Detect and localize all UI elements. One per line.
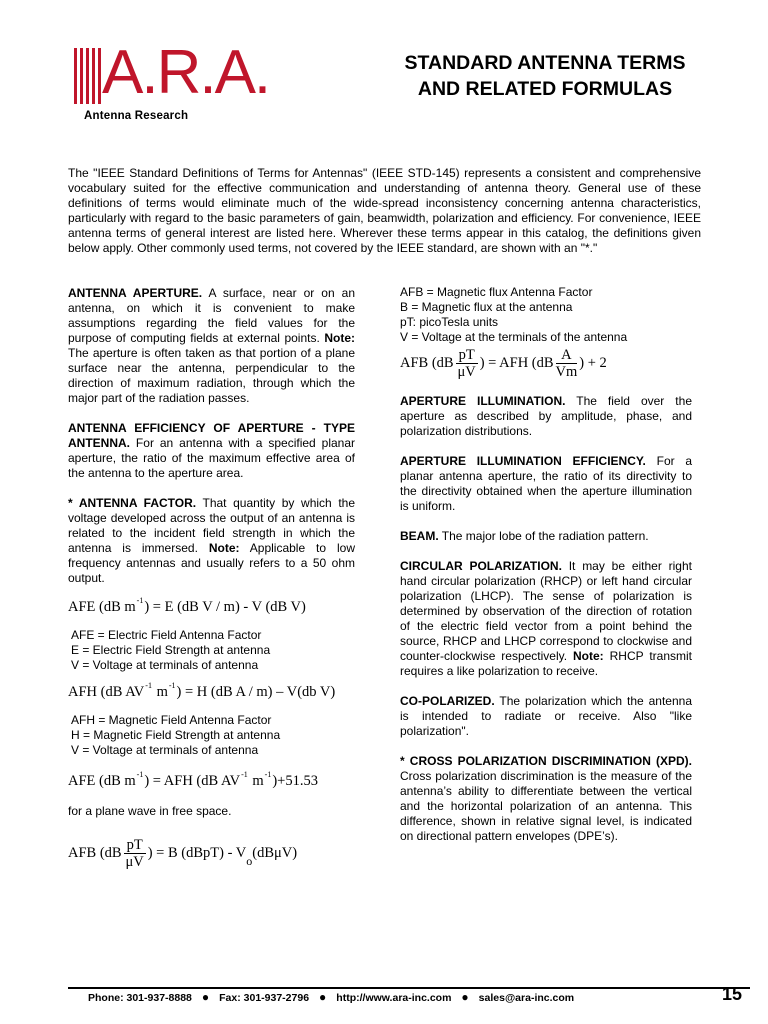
definition-co-polarized (400, 694, 692, 739)
note-text: RHCP transmit requires a like polarization to receive. (400, 649, 692, 678)
bullet-icon: ● (201, 990, 210, 1004)
formula-afb-right (400, 347, 692, 380)
formula-note: for a plane wave in free space. (68, 804, 232, 818)
formula-part: AFE (dB m (68, 773, 136, 789)
afe-legend (71, 628, 355, 673)
footer-fax: Fax: 301-937-2796 (219, 992, 310, 1004)
formula-superscript: -1 (168, 681, 176, 690)
term-label: * CROSS POLARIZATION DISCRIMINATION (XPD). (400, 754, 692, 768)
fraction-numerator: pT (456, 347, 478, 364)
note-label: Note: (324, 331, 356, 345)
bullet-icon: ● (319, 990, 327, 1004)
definition-text: For an antenna with a specified planar aperture, the ratio of the maximum effective area of the antenna to the aperture area. (68, 436, 355, 480)
formula-afe (68, 596, 355, 616)
fraction-denominator: μV (125, 854, 144, 870)
formula-part: ) = AFH (dB AV (144, 773, 241, 789)
formula-superscript: -1 (241, 770, 248, 779)
company-logo (72, 38, 270, 126)
definition-text: The polarization which the antenna is intended to radiate or receive. Also "like polarization". (400, 694, 692, 738)
term-label: CIRCULAR POLARIZATION. (400, 559, 562, 573)
formula-part: AFB (dB (400, 354, 454, 371)
formula-afb-left (68, 837, 355, 870)
formula-afe-afh-relation (68, 770, 355, 790)
note-label: Note: (573, 649, 604, 663)
right-column (400, 285, 692, 844)
term-label: * ANTENNA FACTOR. (68, 496, 197, 510)
definition-antenna-efficiency (68, 421, 355, 481)
formula-part: m (152, 684, 168, 700)
fraction (456, 347, 478, 380)
fraction-numerator: pT (124, 837, 146, 854)
bullet-icon: ● (461, 990, 469, 1004)
definition-antenna-factor (68, 496, 355, 586)
definition-antenna-aperture (68, 286, 355, 406)
footer-divider (68, 987, 750, 989)
formula-part: ) = B (dBpT) - V (147, 844, 247, 861)
legend-line: pT: picoTesla units (400, 315, 499, 329)
term-label: APERTURE ILLUMINATION. (400, 394, 566, 408)
title-line-1: STANDARD ANTENNA TERMS (404, 52, 686, 74)
formula-part: (dBμV) (252, 844, 298, 861)
legend-line: AFB = Magnetic flux Antenna Factor (400, 285, 593, 299)
formula-part: AFB (dB (68, 844, 122, 861)
formula-part: m (248, 773, 264, 789)
footer-contact-bar (88, 990, 708, 1004)
definition-text: A surface, near or on an antenna, on which it is convenient to make assumptions regarding the field values for the purpose of computing fields at external points. (68, 286, 355, 345)
afh-legend (71, 713, 355, 758)
footer-phone: Phone: 301-937-8888 (88, 992, 192, 1004)
logo-subtitle: Antenna Research (84, 110, 189, 122)
legend-line: E = Electric Field Strength at antenna (71, 643, 271, 657)
fraction-denominator: Vm (555, 364, 578, 380)
definition-cross-polarization-discrimination (400, 754, 692, 844)
formula-part: ) = H (dB A / m) – V(db V) (176, 684, 336, 700)
footer-email-link[interactable]: sales@ara-inc.com (478, 992, 575, 1004)
definition-text: It may be either right hand circular polarization (RHCP) or left hand circular polarization (LHCP). The sense of polarization is determined by observation of the direction of rotation of the electric field vector from a point behind the source, RHCP and LHCP correspond to clockwise and counter-clockwise respectively. (400, 559, 692, 663)
footer-website-link[interactable]: http://www.ara-inc.com (336, 992, 452, 1004)
legend-line: V = Voltage at the terminals of the antenna (400, 330, 628, 344)
fraction-denominator: μV (457, 364, 476, 380)
definition-aperture-illumination-efficiency (400, 454, 692, 514)
definition-text: The major lobe of the radiation pattern. (438, 529, 649, 543)
term-label: BEAM. (400, 529, 439, 543)
afb-legend (400, 285, 692, 345)
logo-wordmark: A.R.A. (102, 38, 270, 107)
fraction (124, 837, 146, 870)
left-column (68, 286, 355, 870)
fraction-numerator: A (556, 347, 578, 364)
logo-bars-graphic (72, 48, 102, 104)
legend-line: B = Magnetic flux at the antenna (400, 300, 573, 314)
formula-superscript: -1 (264, 770, 272, 779)
term-label: ANTENNA APERTURE. (68, 286, 203, 300)
legend-line: H = Magnetic Field Strength at antenna (71, 728, 281, 742)
term-label: CO-POLARIZED. (400, 694, 495, 708)
formula-superscript: -1 (136, 596, 144, 605)
formula-part: ) = E (dB V / m) - V (dB V) (144, 599, 306, 615)
definition-aperture-illumination (400, 394, 692, 439)
legend-line: AFE = Electric Field Antenna Factor (71, 628, 262, 642)
formula-superscript: -1 (145, 681, 152, 690)
definition-text: Cross polarization discrimination is the measure of the antenna’s ability to differentiate between the vertical and the horizontal polarization of an antenna. This difference, shown in relative signal level, is indicated on directional pattern envelopes (DPE’s). (400, 769, 692, 843)
term-label: APERTURE ILLUMINATION EFFICIENCY. (400, 454, 646, 468)
formula-part: )+51.53 (272, 773, 318, 789)
term-label: ANTENNA EFFICIENCY OF APERTURE - TYPE ANTENNA. (68, 421, 355, 450)
legend-line: V = Voltage at terminals of antenna (71, 658, 259, 672)
legend-line: V = Voltage at terminals of antenna (71, 743, 259, 757)
page-number: 15 (722, 984, 743, 1004)
formula-part: ) + 2 (579, 354, 607, 371)
formula-afh (68, 681, 355, 701)
formula-superscript: -1 (136, 770, 144, 779)
formula-subscript: o (246, 853, 253, 868)
definition-beam (400, 529, 692, 544)
definition-text: That quantity by which the voltage developed across the output of an antenna is related to the incident field strength in which the antenna is immersed. (68, 496, 356, 555)
intro-paragraph: The "IEEE Standard Definitions of Terms for Antennas" (IEEE STD-145) represents a consistent and comprehensive vocabulary suited for the effective communication and understanding of antenna theory. General use of these definitions of terms would eliminate much of the wide-spread inconsistency concerning antenna characteristics, particularly with regard to the basic parameters of gain, beamwidth, polarization and efficiency. For convenience, IEEE antenna terms of general interest are listed here. Wherever these terms appear in this catalog, the definitions given below apply. Other commonly used terms, not covered by the IEEE standard, are shown with an "*." (68, 166, 701, 255)
formula-part: AFH (dB AV (68, 684, 145, 700)
formula-part: ) = AFH (dB (479, 354, 554, 371)
note-text: The aperture is often taken as that portion of a plane surface near the antenna, perpendicular to the direction of maximum radiation, through which the major part of the radiation passes. (68, 346, 355, 405)
formula-part: AFE (dB m (68, 599, 136, 615)
note-label: Note: (208, 541, 240, 555)
title-line-2: AND RELATED FORMULAS (417, 78, 673, 100)
page-title (380, 50, 710, 102)
definition-circular-polarization (400, 559, 692, 679)
fraction (556, 347, 578, 380)
legend-line: AFH = Magnetic Field Antenna Factor (71, 713, 272, 727)
definition-text: The field over the aperture as described by amplitude, phase, and polarization distributions. (400, 394, 692, 438)
note-text: Applicable to low frequency antennas and usually refers to a 50 ohm output. (68, 541, 355, 585)
definition-text: For a planar antenna aperture, the ratio of its directivity to the directivity obtained when the aperture illumination is uniform. (400, 454, 692, 513)
